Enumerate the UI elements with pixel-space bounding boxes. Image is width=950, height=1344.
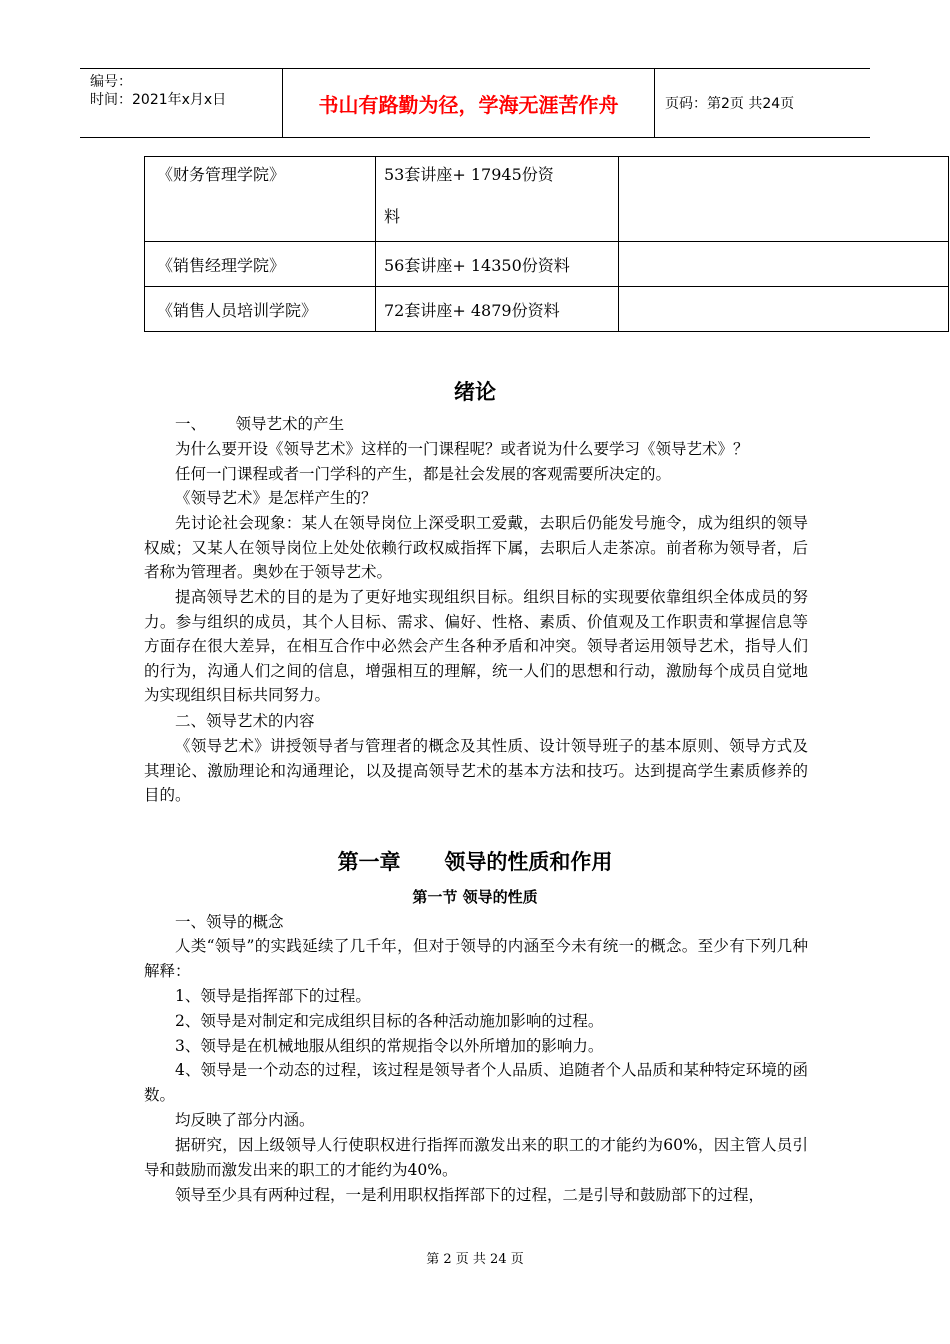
page-header: [80, 68, 870, 138]
paragraph: 均反映了部分内涵。: [175, 1111, 315, 1129]
table-row: [145, 157, 949, 242]
date-label: 时间：2021年x月x日: [90, 92, 227, 108]
table-row: [145, 287, 949, 332]
header-page-info: 页码：第2页 共24页: [665, 96, 795, 112]
page-footer: 第 2 页 共 24 页: [426, 1252, 524, 1267]
row-name: 《财务管理学院》: [145, 157, 376, 242]
row-name: 《销售人员培训学院》: [145, 287, 376, 332]
intro-title: 绪论: [454, 380, 496, 404]
section-heading: 一、 领导艺术的产生: [175, 415, 345, 433]
paragraph: 提高领导艺术的目的是为了更好地实现组织目标。组织目标的实现要依靠组织全体成员的努力。参与组织的成员，其个人目标、需求、偏好、性格、素质、价值观及工作职责和掌握信息等方面存在很大差异，在相互合作中必然会产生各种矛盾和冲突。领导者运用领导艺术，指导人们的行为，沟通人们之间的信息，增强相互的理解，统一人们的思想和行动，激励每个成员自觉地为实现组织目标共同努力。: [144, 588, 808, 704]
paragraph: 任何一门课程或者一门学科的产生，都是社会发展的客观需要所决定的。: [175, 465, 672, 483]
chapter-title: 第一章 领导的性质和作用: [337, 850, 613, 874]
header-motto: 书山有路勤为径，学海无涯苦作舟: [283, 69, 655, 137]
paragraph: 领导至少具有两种过程，一是利用职权指挥部下的过程，二是引导和鼓励部下的过程，: [175, 1186, 765, 1204]
resource-table: [144, 156, 949, 332]
paragraph: 《领导艺术》讲授领导者与管理者的概念及其性质、设计领导班子的基本原则、领导方式及其理论、激励理论和沟通理论，以及提高领导艺术的基本方法和技巧。达到提高学生素质修养的目的。: [144, 737, 808, 804]
list-item: 2、领导是对制定和完成组织目标的各种活动施加影响的过程。: [175, 1012, 604, 1030]
sub-heading: 一、领导的概念: [175, 913, 284, 931]
paragraph: 《领导艺术》是怎样产生的？: [175, 489, 377, 507]
paragraph: 先讨论社会现象：某人在领导岗位上深受职工爱戴，去职后仍能发号施令，成为组织的领导权威；又某人在领导岗位上处处依赖行政权威指挥下属，去职后人走茶凉。前者称为领导者，后者称为管理者。奥妙在于领导艺术。: [144, 514, 808, 581]
row-name: 《销售经理学院》: [145, 242, 376, 287]
section-heading: 二、领导艺术的内容: [175, 712, 315, 730]
paragraph: 为什么要开设《领导艺术》这样的一门课程呢？或者说为什么要学习《领导艺术》？: [175, 440, 749, 458]
header-meta-cell: [80, 69, 283, 137]
paragraph: 据研究，因上级领导人行使职权进行指挥而激发出来的职工的才能约为60%，因主管人员引导和鼓励而激发出来的职工的才能约为40%。: [144, 1136, 808, 1179]
row-note: [619, 287, 949, 332]
table-row: [145, 242, 949, 287]
row-note: [619, 242, 949, 287]
list-item: 4、领导是一个动态的过程，该过程是领导者个人品质、追随者个人品质和某种特定环境的函数。: [144, 1061, 808, 1104]
row-desc: 53套讲座+ 17945份资 料: [376, 157, 619, 242]
number-label: 编号：: [90, 74, 132, 90]
row-desc: 56套讲座+ 14350份资料: [376, 242, 619, 287]
list-item: 3、领导是在机械地服从组织的常规指令以外所增加的影响力。: [175, 1037, 604, 1055]
section-title: 第一节 领导的性质: [412, 888, 538, 906]
paragraph: 人类“领导”的实践延续了几千年，但对于领导的内涵至今未有统一的概念。至少有下列几种解释：: [144, 937, 808, 980]
row-note: [619, 157, 949, 242]
list-item: 1、领导是指挥部下的过程。: [175, 987, 371, 1005]
row-desc: 72套讲座+ 4879份资料: [376, 287, 619, 332]
